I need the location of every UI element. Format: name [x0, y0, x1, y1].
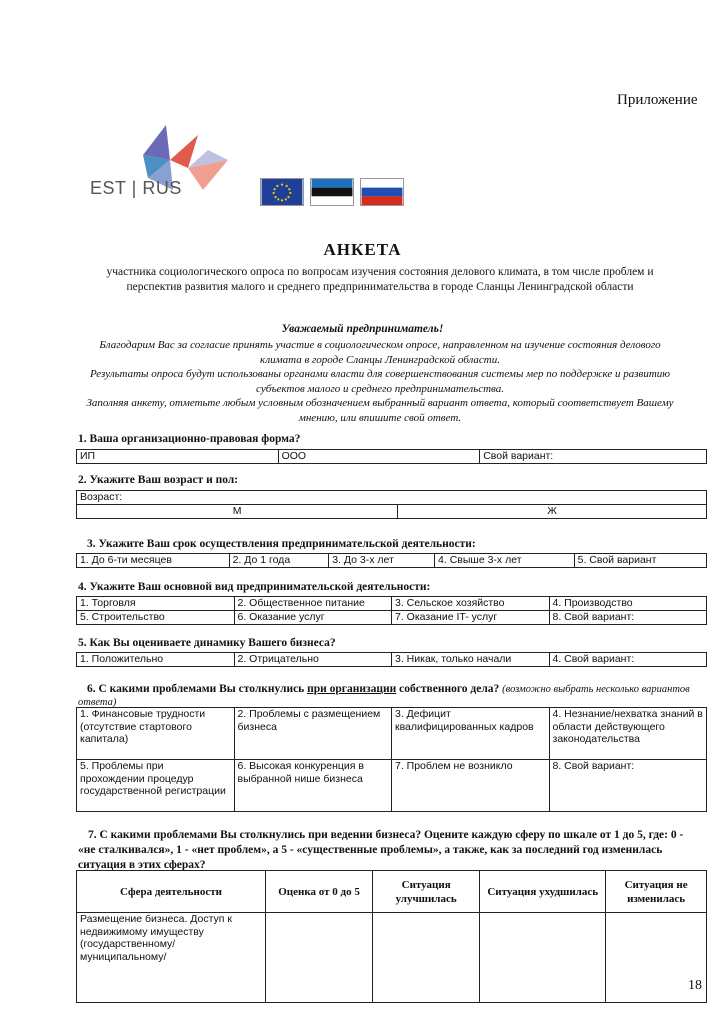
age-field[interactable]: Возраст:	[77, 491, 707, 505]
q6-option[interactable]: 8. Свой вариант:	[549, 760, 707, 812]
q6-option[interactable]: 6. Высокая конкуренция в выбранной нише бизнеса	[234, 760, 392, 812]
q5-option[interactable]: 1. Положительно	[77, 653, 235, 667]
flags-row	[260, 178, 404, 206]
q5-option[interactable]: 3. Никак, только начали	[392, 653, 550, 667]
q3-option[interactable]: 3. До 3-х лет	[329, 554, 435, 568]
q7-rating-cell[interactable]	[266, 913, 373, 1003]
q6-option[interactable]: 4. Незнание/нехватка знаний в области действующего законодательства	[549, 708, 707, 760]
q7-header: Ситуация улучшилась	[373, 871, 480, 913]
logo-shape	[143, 125, 170, 160]
page-title: АНКЕТА	[323, 240, 402, 259]
appendix-label: Приложение	[617, 92, 698, 108]
q4-option[interactable]: 1. Торговля	[77, 597, 235, 611]
q7-header: Сфера деятельности	[77, 871, 266, 913]
q4-option[interactable]: 5. Строительство	[77, 611, 235, 625]
estonia-flag	[310, 178, 354, 206]
q5-option[interactable]: 4. Свой вариант:	[549, 653, 707, 667]
q6-options-table	[76, 707, 707, 812]
q6-text-underlined: при организации	[307, 683, 397, 695]
question-4: 4. Укажите Ваш основной вид предпринимательской деятельности:	[78, 581, 431, 593]
subtitle: участника социологического опроса по вопросам изучения состояния делового климата, в том числе проблем и перспектив развития малого и среднего предпринимательства в городе Сланцы Ленинградской области	[106, 266, 654, 293]
q1-options-table	[76, 449, 707, 464]
q6-option[interactable]: 7. Проблем не возникло	[392, 760, 550, 812]
logo-text: EST | RUS	[90, 178, 182, 198]
q3-option[interactable]: 4. Свыше 3-х лет	[435, 554, 575, 568]
q6-note: (возможно выбрать несколько вариантов ответа)	[78, 684, 690, 708]
q1-option[interactable]: ООО	[278, 450, 480, 464]
q7-header: Оценка от 0 до 5	[266, 871, 373, 913]
intro-paragraph: Результаты опроса будут использованы органами власти для совершенствования системы мер по поддержке и развитию субъектов малого и среднего предпринимательства.	[89, 368, 671, 395]
greeting: Уважаемый предприниматель!	[281, 323, 444, 335]
intro-paragraph: Благодарим Вас за согласие принять участие в социологическом опросе, направленном на изучение состояния делового климата в городе Сланцы Ленинградской области.	[99, 339, 661, 366]
sex-option-f[interactable]: Ж	[398, 505, 707, 519]
q6-option[interactable]: 2. Проблемы с размещением бизнеса	[234, 708, 392, 760]
q4-option[interactable]: 4. Производство	[549, 597, 707, 611]
q5-option[interactable]: 2. Отрицательно	[234, 653, 392, 667]
eu-flag	[260, 178, 304, 206]
page-number: 18	[688, 978, 702, 993]
question-7	[78, 828, 698, 873]
q6-option[interactable]: 5. Проблемы при прохождении процедур государственной регистрации	[77, 760, 235, 812]
question-6	[78, 683, 698, 709]
intro-paragraph: Заполняя анкету, отметьте любым условным обозначением выбранный вариант ответа, который соответствует Вашему мнению, или впишите свой ответ.	[86, 397, 674, 424]
question-5: 5. Как Вы оцениваете динамику Вашего бизнеса?	[78, 637, 336, 649]
q4-option[interactable]: 8. Свой вариант:	[549, 611, 707, 625]
q4-option[interactable]: 2. Общественное питание	[234, 597, 392, 611]
q7-header: Ситуация ухудшилась	[480, 871, 606, 913]
q4-option[interactable]: 6. Оказание услуг	[234, 611, 392, 625]
q6-text: 6. С какими проблемами Вы столкнулись	[87, 683, 308, 695]
sex-option-m[interactable]: М	[77, 505, 398, 519]
q3-option[interactable]: 2. До 1 года	[229, 554, 329, 568]
question-2: 2. Укажите Ваш возраст и пол:	[78, 474, 239, 486]
question-1: 1. Ваша организационно-правовая форма?	[78, 433, 301, 445]
q6-option[interactable]: 1. Финансовые трудности (отсутствие стартового капитала)	[77, 708, 235, 760]
q4-option[interactable]: 3. Сельское хозяйство	[392, 597, 550, 611]
q5-options-table	[76, 652, 707, 667]
q3-option[interactable]: 1. До 6-ти месяцев	[77, 554, 230, 568]
q4-options-table	[76, 596, 707, 625]
q1-option[interactable]: ИП	[77, 450, 279, 464]
q7-rating-table	[76, 870, 707, 1003]
q7-row-label: Размещение бизнеса. Доступ к недвижимому имуществу (государственному/ муниципальному/	[77, 913, 266, 1003]
q1-option[interactable]: Свой вариант:	[480, 450, 707, 464]
question-3: 3. Укажите Ваш срок осуществления предпринимательской деятельности:	[87, 538, 476, 550]
q6-option[interactable]: 3. Дефицит квалифицированных кадров	[392, 708, 550, 760]
q7-header: Ситуация не изменилась	[606, 871, 707, 913]
q7-worsened-cell[interactable]	[480, 913, 606, 1003]
q7-text: 7. С какими проблемами Вы столкнулись при ведении бизнеса? Оцените каждую сферу по шкале от 1 до 5, где: 0 - «не сталкивался», 1 - «нет проблем», а 5 - «существенные проблемы», а также, как за последний год изменилась ситуация в этих сферах?	[78, 829, 684, 871]
q4-option[interactable]: 7. Оказание IT- услуг	[392, 611, 550, 625]
q3-options-table	[76, 553, 707, 568]
russia-flag	[360, 178, 404, 206]
q2-options-table	[76, 490, 707, 519]
q3-option[interactable]: 5. Свой вариант	[574, 554, 706, 568]
q7-improved-cell[interactable]	[373, 913, 480, 1003]
intro-text	[80, 338, 680, 425]
q6-text: собственного дела?	[396, 683, 500, 695]
